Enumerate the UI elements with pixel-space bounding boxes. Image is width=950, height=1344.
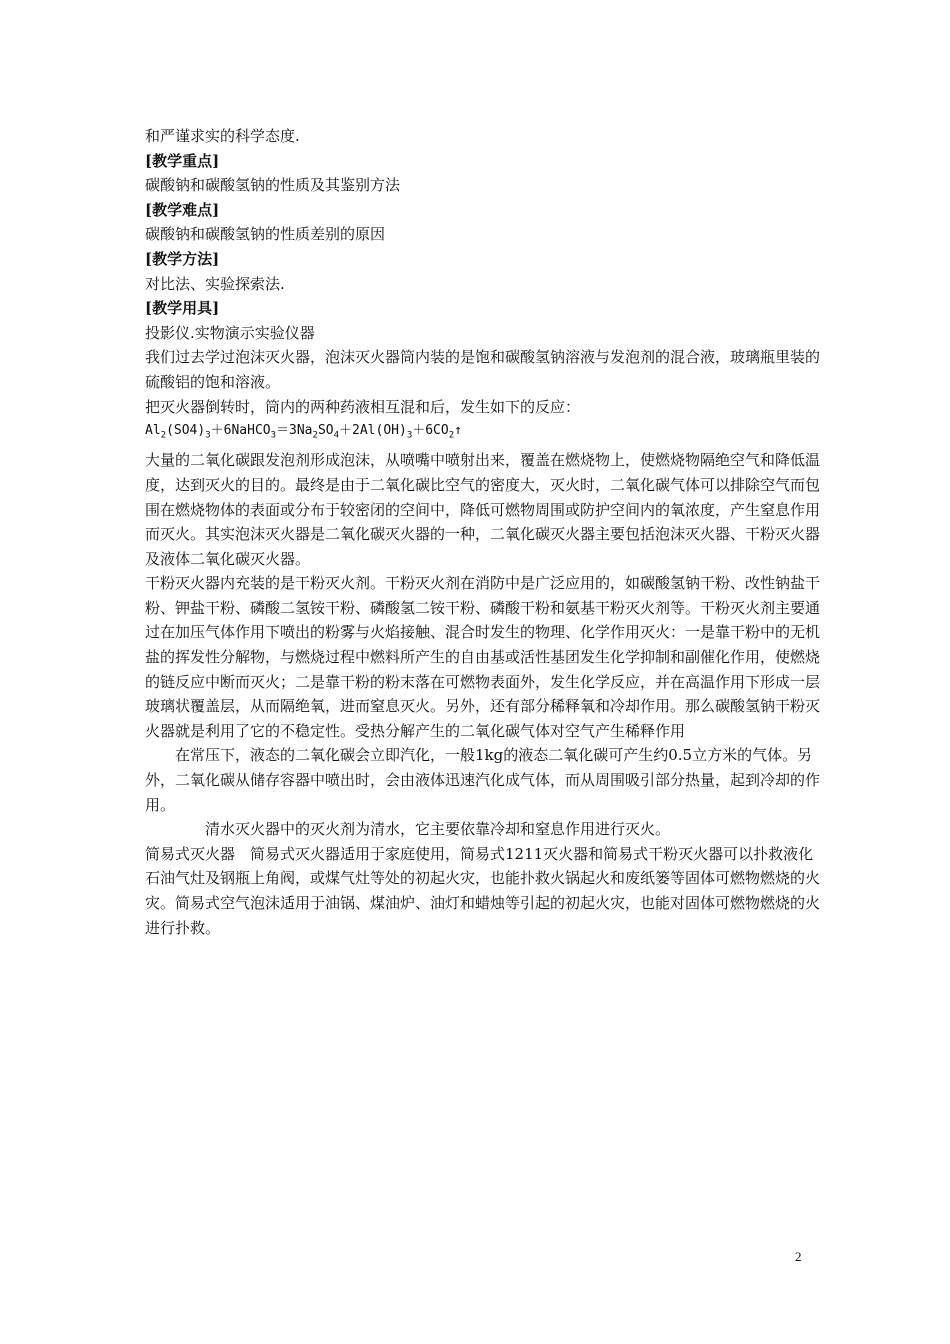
paragraph-liquid-co2: 在常压下，液态的二氧化碳会立即汽化，一般1kg的液态二氧化碳可产生约0.5立方米的气体。另外，二氧化碳从储存容器中喷出时，会由液体迅速汽化成气体，而从周围吸引部分热量，起到冷却的作用。 (145, 746, 821, 814)
document-body (145, 124, 825, 940)
paragraph-reaction-intro: 把灭火器倒转时，筒内的两种药液相互混和后，发生如下的反应： (145, 397, 581, 416)
heading-tools: [教学用具] (145, 299, 220, 318)
paragraph-simple-extinguisher: 简易式灭火器 简易式灭火器适用于家庭使用，简易式1211灭火器和简易式干粉灭火器可以扑救液化石油气灶及钢瓶上角阀，或煤气灶等处的初起火灾，也能扑救火锅起火和废纸篓等固体可燃物燃烧的火灾。简易式空气泡沫适用于油锅、煤油炉、油灯和蜡烛等引起的初起火灾，也能对固体可燃物燃烧的火进行扑救。 (145, 844, 821, 937)
heading-methods: [教学方法] (145, 249, 220, 268)
page-number: 2 (795, 1249, 802, 1264)
chemical-equation: $Al_2(SO4)_3+6NaHCO_3=3Na_2SO_4+2Al(OH)_3+6CO_2↑$ (145, 423, 462, 441)
paragraph-dry-powder: 干粉灭火器内充装的是干粉灭火剂。干粉灭火剂在消防中是广泛应用的，如碳酸氢钠干粉、改性钠盐干粉、钾盐干粉、磷酸二氢铵干粉、磷酸氢二铵干粉、磷酸干粉和氨基干粉灭火剂等。干粉灭火剂主要通过在加压气体作用下喷出的粉雾与火焰接触、混合时发生的物理、化学作用灭火：一是靠干粉中的无机盐的挥发性分解物，与燃烧过程中燃料所产生的自由基或活性基团发生化学抑制和副催化作用，使燃烧的链反应中断而灭火；二是靠干粉的粉末落在可燃物表面外，发生化学反应，并在高温作用下形成一层玻璃状覆盖层，从而隔绝氧，进而窒息灭火。另外，还有部分稀释氧和冷却作用。那么碳酸氢钠干粉灭火器就是利用了它的不稳定性。受热分解产生的二氧化碳气体对空气产生稀释作用 (145, 574, 821, 740)
paragraph-attitude: 和严谨求实的科学态度. (145, 127, 300, 145)
paragraph-difficulties: 碳酸钠和碳酸氢钠的性质差别的原因 (145, 225, 386, 244)
heading-difficulties: [教学难点] (145, 200, 220, 219)
paragraph-methods: 对比法、实验探索法. (145, 274, 285, 293)
paragraph-key-points: 碳酸钠和碳酸氢钠的性质及其鉴别方法 (145, 176, 401, 195)
paragraph-foam-extinguisher: 我们过去学过泡沫灭火器，泡沫灭火器筒内装的是饱和碳酸氢钠溶液与发泡剂的混合液，玻璃瓶里装的硫酸铝的饱和溶液。 (145, 348, 821, 391)
heading-key-points: [教学重点] (145, 151, 220, 170)
paragraph-tools: 投影仪.实物演示实验仪器 (145, 323, 315, 342)
paragraph-co2-foam: 大量的二氧化碳跟发泡剂形成泡沫，从喷嘴中喷射出来，覆盖在燃烧物上，使燃烧物隔绝空气和降低温度，达到灭火的目的。最终是由于二氧化碳比空气的密度大，灭火时，二氧化碳气体可以排除空气而包围在燃烧物体的表面或分布于较密闭的空间中，降低可燃物周围或防护空间内的氧浓度，产生窒息作用而灭火。其实泡沫灭火器是二氧化碳灭火器的一种，二氧化碳灭火器主要包括泡沫灭火器、干粉灭火器及液体二氧化碳灭火器。 (145, 451, 821, 568)
paragraph-water-extinguisher: 清水灭火器中的灭火剂为清水，它主要依靠冷却和窒息作用进行灭火。 (205, 820, 671, 839)
